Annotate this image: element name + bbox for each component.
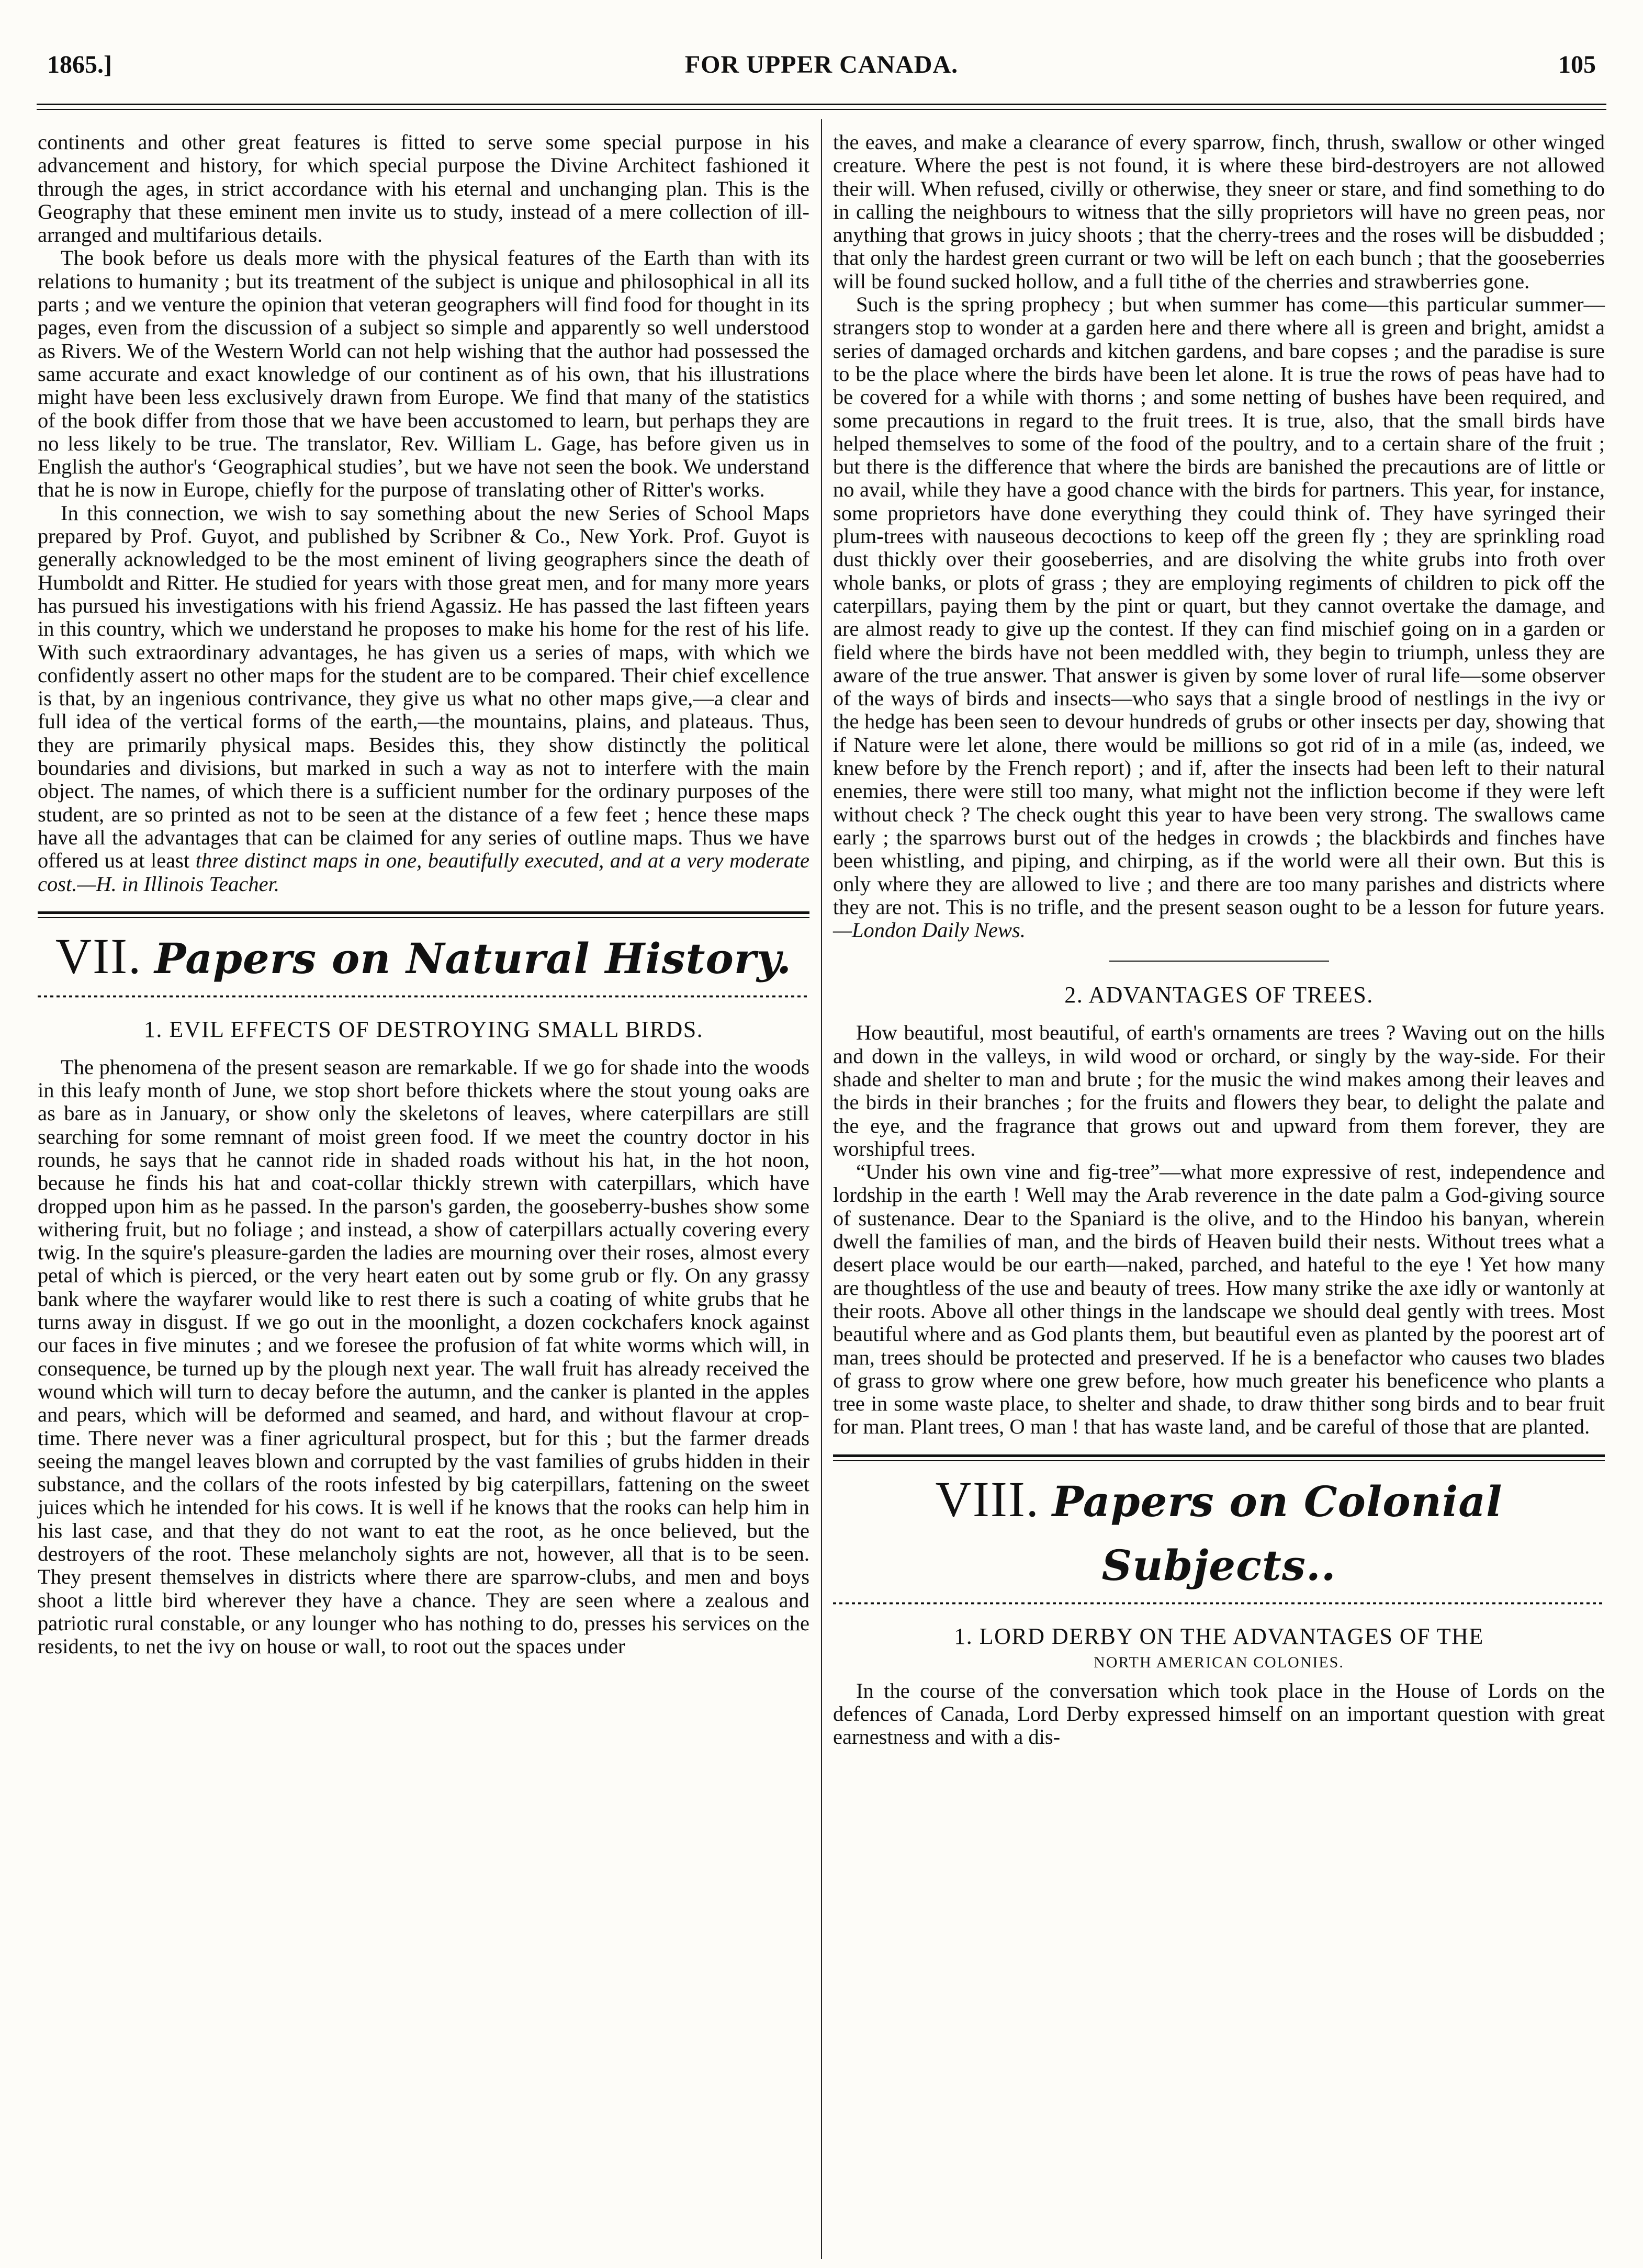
section-blackletter-title: Papers on Colonial Subjects..: [1052, 1476, 1503, 1590]
paragraph: continents and other great features is fitted to serve some special purpose in his advancement and history, for which special purpose the Divine Architect fashioned it through the ages, in strict accordance with his eternal and unchanging plan. This is the Geography that these eminent men invite us to study, instead of a mere collection of ill-arranged and multifarious details.: [38, 130, 809, 247]
column-divider: [821, 119, 822, 2259]
section-number: VIII.: [935, 1471, 1040, 1527]
article-title: 2. ADVANTAGES OF TREES.: [1064, 982, 1374, 1008]
header-rule: [37, 104, 1606, 105]
paragraph: the eaves, and make a clearance of every sparrow, finch, thrush, swallow or other winged creature. Where the pest is not found, it is where these bird-destroyers are not allowed their will. When refused, civilly or otherwise, they sneer or stare, and find something to do in calling the neighbours to witness that the silly proprietors will have no green peas, nor anything that grows in juicy shoots ; that the cherry-trees and the roses will be disbudded ; that only the hardest green currant or two will be left on each bunch ; that the gooseberries will be found sucked hollow, and a full tithe of the cherries and strawberries gone.: [833, 130, 1605, 293]
source-signature: —London Daily News.: [833, 918, 1026, 942]
section-rule: [38, 911, 809, 914]
section-heading-vii: [38, 926, 809, 989]
left-column: [38, 131, 809, 1658]
right-column: [833, 131, 1605, 1749]
section-number: VII.: [55, 928, 142, 984]
article-separator: [1109, 961, 1329, 962]
paragraph-text: In this connection, we wish to say something about the new Series of School Maps prepared by Prof. Guyot, and published by Scribner & Co., New York. Prof. Guyot is generally acknowledged to be the most eminent of living geographers since the death of Humboldt and Ritter. He studied for years with those great men, and for many more years has pursued his investigations with his friend Agassiz. He has passed the last fifteen years in this country, which we understand he proposes to make his home for the rest of his life. With such extraordinary advantages, he has given us a series of maps, with which we confidently assert no other maps for the student are to be compared. Their chief excellence is that, by an ingenious contrivance, they give us what no other maps give,—a clear and full idea of the vertical forms of the earth,—the mountains, plains, and plateaus. Thus, they are primarily physical maps. Besides this, they show distinctly the political boundaries and divisions, but marked in such a way as not to interfere with the main object. The names, of which there is a sufficient number for the ordinary purposes of the student, are so printed as not to be seen at the distance of a few feet ; hence these maps have all the advantages that can be claimed for any series of outline maps. Thus we have offered us at least: [38, 501, 809, 873]
running-head: [47, 48, 1596, 82]
header-title: FOR UPPER CANADA.: [684, 51, 959, 78]
article-body: The phenomena of the present season are remarkable. If we go for shade into the woods in this leafy month of June, we stop short before thickets where the stout young oaks are as bare as in January, or show only the skeletons of leaves, where caterpillars are still searching for some remnant of moist green food. If we meet the country doctor in his rounds, he says that he cannot ride in shaded roads without his hat, in the hot noon, because he finds his hat and coat-collar thickly strewn with caterpillars, which have dropped upon him as he passed. In the parson's garden, the gooseberry-bushes show some withering fruit, but no foliage ; and instead, a show of caterpillars actually covering every twig. In the squire's pleasure-garden the ladies are mourning over their roses, almost every petal of which is pierced, or the very heart eaten out by some grub or fly. On any grassy bank where the wayfarer would like to rest there is such a coating of white grubs that he turns away in disgust. If we go out in the moonlight, a dozen cockchafers knock against our faces in five minutes ; and we foresee the profusion of fat white worms which will, in consequence, be turned up by the plough next year. The wall fruit has already received the wound which will turn to decay before the autumn, and the canker is planted in the apples and pears, which will be deformed and seamed, and hard, and without flavour at crop-time. There never was a finer agricultural prospect, but for this ; but the farmer dreads seeing the mangel leaves blown and corrupted by the vast families of grubs hidden in their substance, and the collars of the roots infested by big caterpillars, fattening on the sweet juices which he intended for his cows. It is well if he knows that the rooks can help him in his last case, and that they do not want to eat the root, as he once believed, but the destroyers of the root. These melancholy sights are not, however, all that is to be seen. They present themselves in districts where there are sparrow-clubs, and men and boys shoot a little bird wherever they have a chance. They are seen where a zealous and patriotic rural constable, or any lounger who has nothing to do, presses his services on the residents, to net the ivy on house or wall, to root out the spaces under: [38, 1055, 809, 1658]
article-subtitle: NORTH AMERICAN COLONIES.: [1094, 1653, 1344, 1671]
paragraph: [833, 293, 1605, 942]
section-rule-thin: [38, 917, 809, 918]
section-heading-viii: [833, 1469, 1605, 1596]
article-body: In the course of the conversation which took place in the House of Lords on the defences of Canada, Lord Derby expressed himself on an important question with great earnestness and with a dis-: [833, 1678, 1605, 1749]
wavy-rule: [38, 995, 809, 997]
article-title: 1. EVIL EFFECTS OF DESTROYING SMALL BIRDS.: [143, 1016, 704, 1042]
paragraph: [38, 502, 809, 896]
section-rule: [833, 1454, 1605, 1457]
paragraph: “Under his own vine and fig-tree”—what more expressive of rest, independence and lordship in the earth ! Well may the Arab reverence in the date palm a God-giving source of sustenance. Dear to the Spaniard is the olive, and to the Hindoo his banyan, wherein dwell the families of man, and the birds of Heaven build their nests. Without trees what a desert place would be our earth—naked, parched, and hateful to the eye ! Yet how many are thoughtless of the use and beauty of trees. How many strike the axe idly or wantonly at their roots. Above all other things in the landscape we should deal gently with trees. Most beautiful where and as God plants them, but beautiful even as planted by the poorest art of man, trees should be protected and preserved. If he is a benefactor who causes two blades of grass to grow where one grew before, how much greater his beneficence who plants a tree in some waste place, to shelter and shade, to draw thither song birds and to bear fruit for man. Plant trees, O man ! that has waste land, and be careful of those that are planted.: [833, 1160, 1605, 1439]
header-year: 1865.]: [47, 51, 112, 78]
closing-italic: three distinct maps in one, beautifully executed, and at a very moderate cost.—H. in Illinois Teacher.: [38, 849, 809, 896]
section-blackletter-title: Papers on Natural History.: [154, 933, 792, 983]
paragraph: The book before us deals more with the physical features of the Earth than with its relations to humanity ; but its treatment of the subject is unique and philosophical in all its parts ; and we venture the opinion that veteran geographers will find food for thought in its pages, even from the discussion of a subject so simple and apparently so well understood as Rivers. We of the Western World can not help wishing that the author had possessed the same accurate and exact knowledge of our continent as of his own, that his illustrations might have been less exclusively drawn from Europe. We find that many of the statistics of the book differ from those that we have been accustomed to learn, but perhaps they are no less likely to be true. The translator, Rev. William L. Gage, has before given us in English the author's ‘Geographical studies’, but we have not seen the book. We understand that he is now in Europe, chiefly for the purpose of translating other of Ritter's works.: [38, 246, 809, 502]
section-rule-thin: [833, 1460, 1605, 1461]
page-number: 105: [1558, 51, 1596, 78]
header-rule-thin: [37, 109, 1606, 110]
article-title: 1. LORD DERBY ON THE ADVANTAGES OF THE: [954, 1623, 1484, 1649]
wavy-rule: [833, 1602, 1605, 1604]
paragraph-text: Such is the spring prophecy ; but when summer has come—this particular summer—strangers stop to wonder at a garden here and there where all is green and bright, amidst a series of damaged orchards and kitchen gardens, and bare copses ; and the paradise is sure to be the place where the birds have been let alone. It is true the rows of peas have had to be covered for a while with thorns ; and some netting of bushes have been required, and some precautions in regard to the fruit trees. It is true, also, that the small birds have helped themselves to some of the food of the poultry, and to a certain share of the fruit ; but there is the difference that where the birds are banished the precautions are of little or no avail, while they have a good chance with the birds for partners. This year, for instance, some proprietors have done everything they could think of. They have syringed their plum-trees with nauseous decoctions to keep off the green fly ; they are sprinkling road dust thickly over their gooseberries, and are disolving the white grubs into froth over whole banks, or plots of grass ; they are employing regiments of children to pick off the caterpillars, paying them by the pint or quart, but they cannot overtake the damage, and are almost ready to give up the contest. If they can find mischief going on in a garden or field where the birds have not been meddled with, they begin to triumph, unless they are aware of the true answer. That answer is given by some lover of rural life—some observer of the ways of birds and insects—who says that a single brood of nestlings in the ivy or the hedge has been seen to devour hundreds of grubs or other insects per day, showing that if Nature were let alone, there would be millions so got rid of in a mile (as, indeed, we knew before by the French report) ; and if, after the insects had been left to their natural enemies, there were still too many, what might not the infliction become if they were left without check ? The check ought this year to have been very strong. The swallows came early ; the sparrows burst out of the hedges in crowds ; the blackbirds and finches have been whistling, and piping, and chirping, as if the world were all their own. But this is only where they are allowed to live ; and there are too many parishes and districts where they are not. This is no trifle, and the present season ought to be a lesson for future years.: [833, 292, 1605, 919]
paragraph: How beautiful, most beautiful, of earth's ornaments are trees ? Waving out on the hills and down in the valleys, in wild wood or orchard, or singly by the way-side. For their shade and shelter to man and brute ; for the music the wind makes among their leaves and the birds in their branches ; for the fruits and flowers they bear, to delight the palate and the eye, and the fragrance that grows out and upward from them forever, they are worshipful trees.: [833, 1021, 1605, 1160]
